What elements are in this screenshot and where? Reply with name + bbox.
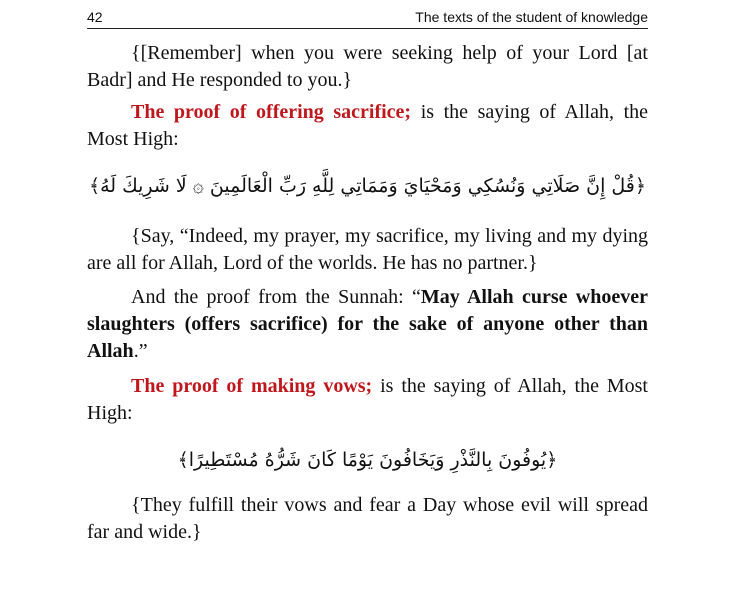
hadith-text: May Allah curse whoever slaughters (offers sacrifice) for the sake of anyone other than Allah — [87, 286, 649, 362]
heading-proof-of-sacrifice: The proof of offering sacrifice; — [131, 101, 412, 123]
paragraph-badr-verse: {[Remember] when you were seeking help of your Lord [at Badr] and He responded to you.} — [87, 42, 648, 91]
arabic-verse-vows: ﴿يُوفُونَ بِالنَّذْرِ وَيَخَافُونَ يَوْمًا كَانَ شَرُّهُ مُسْتَطِيرًا﴾ — [177, 449, 558, 471]
paragraph-sunnah-proof — [87, 284, 648, 365]
arabic-verse-sacrifice: ﴿قُلْ إِنَّ صَلَاتِي وَنُسُكِي وَمَحْيَايَ وَمَمَاتِي لِلَّهِ رَبِّ الْعَالَمِينَ ۞ لَا شَرِيكَ لَهُ﴾ — [88, 175, 646, 197]
vows-proof-intro: is the saying of Allah, the Most High: — [87, 375, 648, 424]
paragraph-sacrifice-translation: {Say, “Indeed, my prayer, my sacrifice, my living and my dying are all for Allah, Lord of the worlds. He has no partner.} — [87, 225, 648, 274]
sacrifice-proof-intro: is the saying of Allah, the Most High: — [87, 101, 649, 150]
paragraph-vows-proof — [87, 373, 648, 427]
sunnah-proof-lead: And the proof from the Sunnah: “ — [131, 286, 421, 308]
book-title: The texts of the student of knowledge — [415, 9, 648, 25]
heading-proof-of-vows: The proof of making vows; — [131, 375, 373, 397]
paragraph-vows-translation: {They fulfill their vows and fear a Day whose evil will spread far and wide.} — [87, 494, 648, 543]
paragraph-sacrifice-proof — [87, 99, 648, 153]
running-header — [87, 8, 648, 29]
hadith-closing: .” — [133, 340, 148, 362]
page-number: 42 — [87, 9, 103, 25]
